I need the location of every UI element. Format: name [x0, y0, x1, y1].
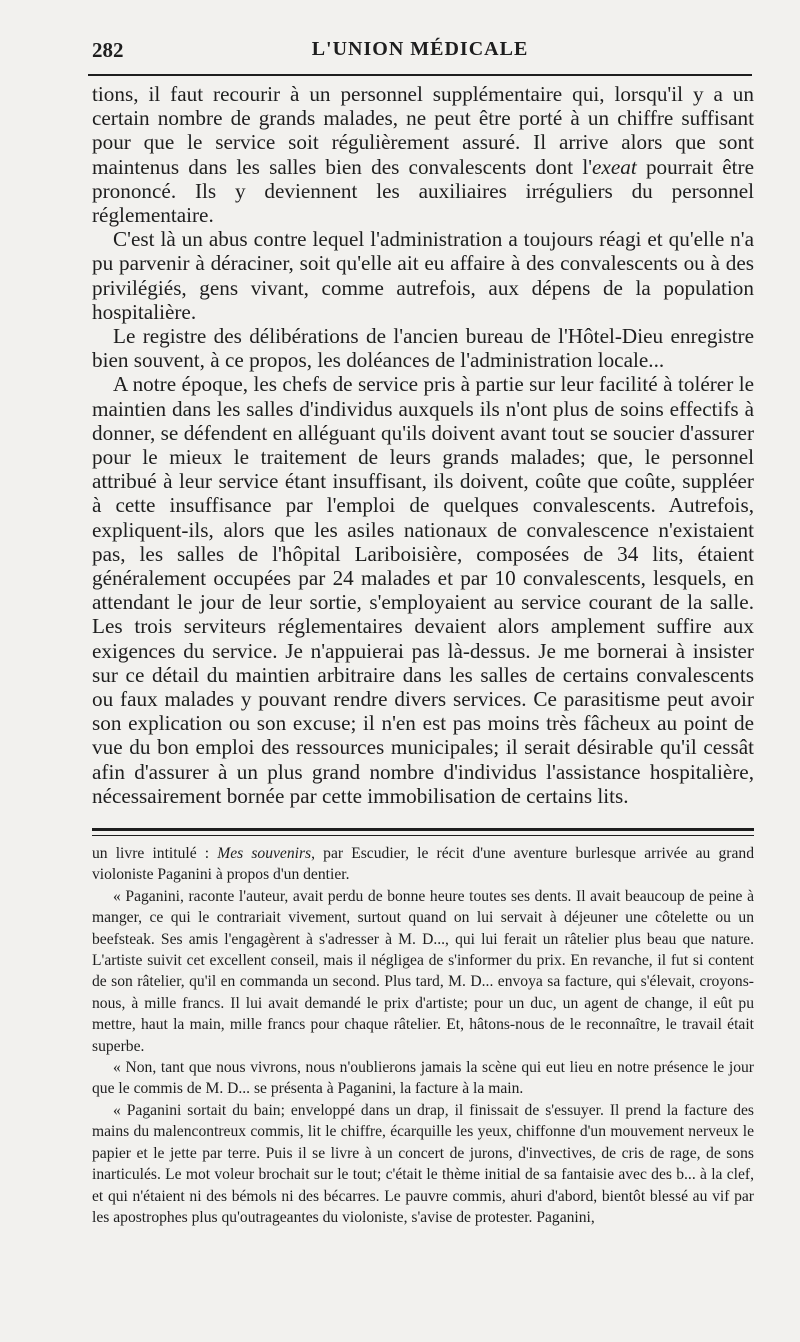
body-paragraph: C'est là un abus contre lequel l'administration a toujours réagi et qu'elle n'a pu parvenir à déraciner, soit qu'elle ait eu affaire à des convalescents ou à des privilégiés, gens vivant, comme autrefois, aux dépens de la population hospitalière. — [92, 227, 754, 324]
main-text — [92, 82, 754, 808]
body-paragraph: tions, il faut recourir à un personnel supplémentaire qui, lorsqu'il y a un certain nombre de grands malades, ne peut être porté à un chiffre suffisant pour que le service soit régulièrement assuré. Il arrive alors que sont maintenus dans les salles bien des convalescents dont l'exeat pourrait être prononcé. Ils y deviennent les auxiliaires irréguliers du personnel réglementaire. — [92, 82, 754, 228]
note-paragraph: « Non, tant que nous vivrons, nous n'oublierons jamais la scène qui eut lieu en notre présence le jour que le commis de M. D... se présenta à Paganini, la facture à la main. — [92, 1059, 754, 1098]
running-header — [88, 34, 752, 76]
note-paragraph: un livre intitulé : Mes souvenirs, par Escudier, le récit d'une aventure burlesque arrivée au grand violoniste Paganini à propos d'un dentier. — [92, 845, 754, 884]
note-paragraph: « Paganini, raconte l'auteur, avait perdu de bonne heure toutes ses dents. Il avait beaucoup de peine à manger, ce qui le contrariait vivement, surtout quand on lui servait à déjeuner une côtelette ou un beefsteak. Ses amis l'engagèrent à s'adresser à M. D..., qui lui ferait un râtelier plus beau que nature. L'artiste suivit cet excellent conseil, mais il négligea de s'informer du prix. En revanche, il fut si content de son râtelier, qu'il en commanda un second. Plus tard, M. D... envoya sa facture, qui s'élevait, croyons-nous, à mille francs. Il lui avait demandé le prix d'artiste; pour un duc, un agent de change, il eût pu mettre, haut la main, mille francs pour chaque râtelier. Et, hâtons-nous de le reconnaître, le travail était superbe. — [92, 887, 754, 1055]
page-number: 282 — [92, 38, 124, 62]
body-paragraph: A notre époque, les chefs de service pris à partie sur leur facilité à tolérer le maintien dans les salles d'individus auxquels ils n'ont plus de soins effectifs à donner, se défendent en alléguant qu'ils doivent avant tout se soucier d'assurer pour le mieux le traitement de leurs grands malades; que, le personnel attribué à leur service étant insuffisant, ils doivent, coûte que coûte, suppléer à cette insuffisance par l'emploi de quelques convalescents. Autrefois, expliquent-ils, alors que les asiles nationaux de convalescence n'existaient pas, les salles de l'hôpital Lariboisière, composées de 34 lits, étaient généralement occupées par 24 malades et par 10 convalescents, lesquels, en attendant le jour de leur sortie, s'employaient au service courant de la salle. Les trois serviteurs réglementaires devaient alors amplement suffire aux exigences du service. Je n'appuierai pas là-dessus. Je me bornerai à insister sur ce détail du maintien arbitraire dans les salles de certains convalescents ou faux malades y pouvant rendre divers services. Ce parasitisme peut avoir son explication ou son excuse; il n'en est pas moins très fâcheux au point de vue du bon emploi des ressources municipales; il serait désirable qu'il cessât afin d'assurer à un plus grand nombre d'individus l'assistance hospitalière, nécessairement bornée par cette immobilisation de certains lits. — [92, 372, 754, 808]
note-paragraph: « Paganini sortait du bain; enveloppé dans un drap, il finissait de s'essuyer. Il prend la facture des mains du malencontreux commis, lit le chiffre, écarquille les yeux, chiffonne d'un mouvement nerveux le papier et le jette par terre. Puis il se livre à un concert de jurons, d'invectives, de cris de rage, de sons inarticulés. Le mot voleur brochait sur le tout; c'était le thème initial de sa fantaisie avec des b... à la clef, et qui n'étaient ni des bémols ni des bécarres. Le pauvre commis, ahuri d'abord, bientôt blessé au vif par les apostrophes plus qu'outrageantes du violoniste, s'avise de protester. Paganini, — [92, 1101, 754, 1226]
body-paragraph: Le registre des délibérations de l'ancien bureau de l'Hôtel-Dieu enregistre bien souvent, à ce propos, les doléances de l'administration locale... — [92, 324, 754, 373]
journal-title: L'UNION MÉDICALE — [311, 38, 529, 60]
footnote-divider — [92, 828, 754, 831]
footnote-text — [92, 843, 754, 1228]
footnote-divider-thin — [92, 835, 754, 836]
